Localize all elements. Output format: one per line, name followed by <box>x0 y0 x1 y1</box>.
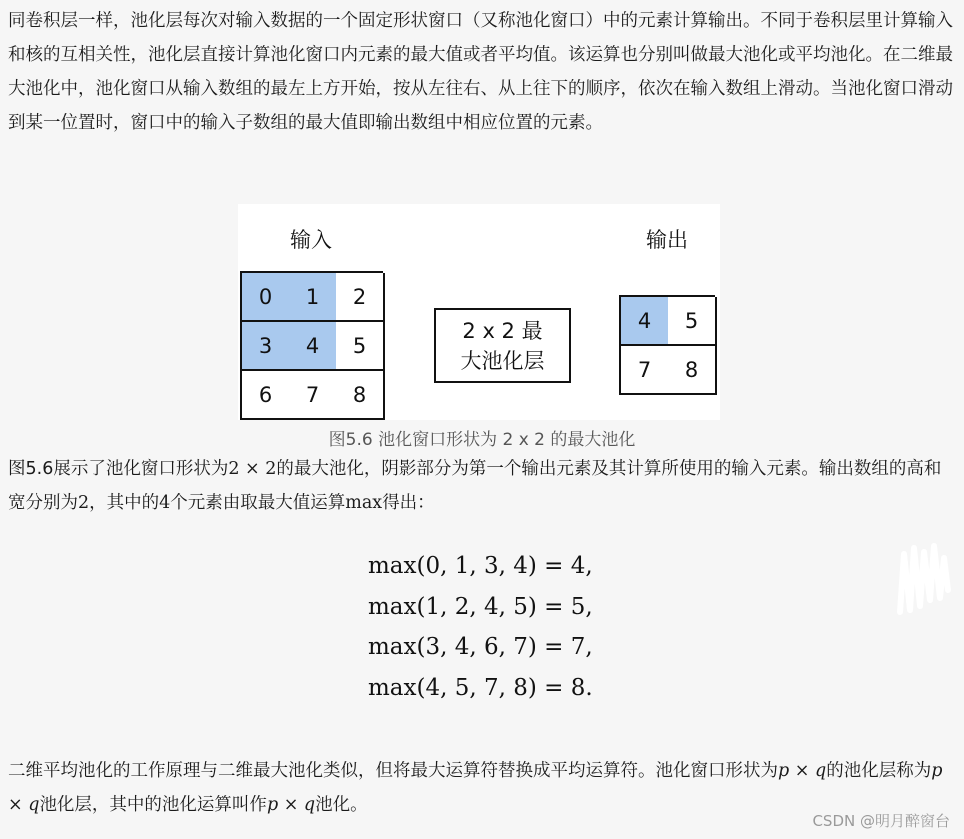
p2-text-c: ，其中的 <box>89 493 160 513</box>
pooling-layer-box <box>434 308 571 383</box>
pooling-layer-line2: 大池化层 <box>460 348 545 373</box>
input-cell: 7 <box>289 371 338 420</box>
p2-math-window: 2 × 2 <box>228 459 277 479</box>
p2-math-max: max <box>345 493 383 513</box>
max-pooling-figure <box>238 204 720 420</box>
equation-line: max(0, 1, 3, 4) = 4, <box>368 553 593 579</box>
figure-caption: 图5.6 池化窗口形状为 2 x 2 的最大池化 <box>328 430 636 450</box>
input-grid <box>240 271 383 420</box>
output-label: 输出 <box>646 228 688 252</box>
input-cell: 0 <box>242 273 291 322</box>
output-cell: 4 <box>621 297 670 346</box>
equation-line: max(3, 4, 6, 7) = 7, <box>368 634 593 660</box>
p3-math-pq-2: p × q <box>8 761 943 815</box>
p2-text-b: 的最大池化，阴影部分为第一个输出元素及其计算所使用的输入元素。输出数组的高和宽分别为 <box>8 459 942 513</box>
p2-text-a: 图5.6展示了池化窗口形状为 <box>8 459 229 479</box>
output-cell: 7 <box>621 346 670 395</box>
p3-text-a: 二维平均池化的工作原理与二维最大池化类似，但将最大运算符替换成平均运算符。池化窗口形状为 <box>8 761 778 781</box>
p3-text-c: 池化层，其中的池化运算叫作 <box>39 795 267 815</box>
input-cell: 1 <box>289 273 338 322</box>
p3-math-pq-3: p × q <box>266 795 316 815</box>
white-scribble-mark <box>894 540 954 620</box>
equation-line: max(1, 2, 4, 5) = 5, <box>368 593 593 620</box>
input-label: 输入 <box>290 228 332 252</box>
output-cell: 5 <box>668 297 717 346</box>
equation-line: max(4, 5, 7, 8) = 8. <box>368 674 593 701</box>
p3-math-pq-1: p × q <box>778 761 827 781</box>
p3-text-b: 的池化层称为 <box>826 761 932 781</box>
input-cell: 6 <box>242 371 291 420</box>
csdn-watermark: CSDN @明月醉窗台 <box>812 812 950 830</box>
p2-math-count: 4 <box>159 493 171 513</box>
input-cell: 8 <box>336 371 385 420</box>
output-cell: 8 <box>668 346 717 395</box>
output-grid <box>619 295 715 395</box>
p2-text-d: 个元素由取最大值运算 <box>170 493 346 513</box>
p2-text-e: 得出： <box>382 493 435 513</box>
input-cell: 3 <box>242 322 291 371</box>
pooling-layer-line1: 2 x 2 最 <box>462 318 543 343</box>
explanation-paragraph <box>8 452 956 520</box>
p2-math-size: 2 <box>78 493 90 513</box>
intro-paragraph: 同卷积层一样，池化层每次对输入数据的一个固定形状窗口（又称池化窗口）中的元素计算输出。不同于卷积层里计算输入和核的互相关性，池化层直接计算池化窗口内元素的最大值或者平均值。该运算也分别叫做最大池化或平均池化。在二维最大池化中，池化窗口从输入数组的最左上方开始，按从左往右、从上往下的顺序，依次在输入数组上滑动。当池化窗口滑动到某一位置时，窗口中的输入子数组的最大值即输出数组中相应位置的元素。 <box>8 11 953 133</box>
input-cell: 4 <box>289 322 338 371</box>
equation-block <box>368 546 593 708</box>
input-cell: 5 <box>336 322 385 371</box>
p3-text-d: 池化。 <box>315 795 368 815</box>
input-cell: 2 <box>336 273 385 322</box>
